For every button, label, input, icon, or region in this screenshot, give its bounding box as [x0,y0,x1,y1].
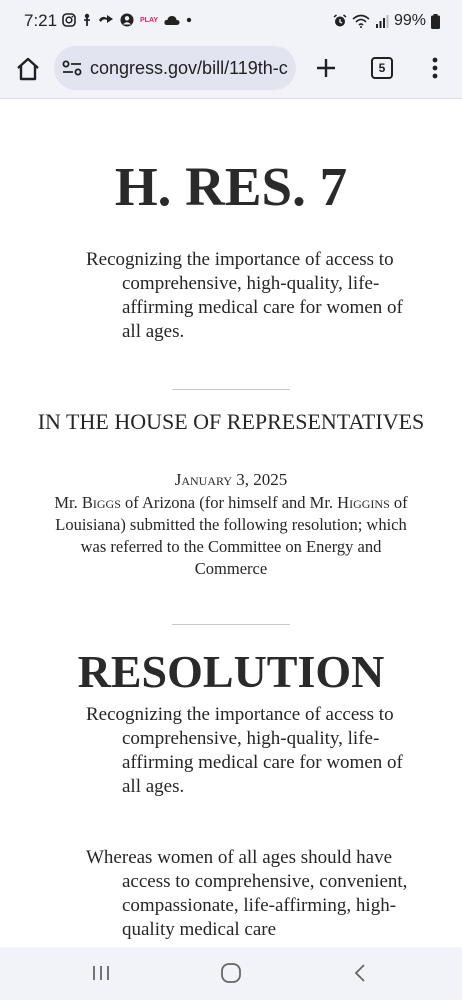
system-icons [333,12,440,30]
address-bar[interactable] [54,46,296,90]
account-icon [120,13,134,27]
instagram-icon [62,13,76,27]
divider [172,624,290,625]
battery-percent: 99% [393,12,426,29]
system-nav-bar [0,947,462,1000]
action-mid: of Arizona (for himself and Mr. [120,493,338,512]
cloud-icon [164,14,180,26]
wifi-icon [352,14,370,28]
notification-icons [62,13,192,27]
battery-icon [431,14,440,29]
cosponsor-name: Higgins [337,493,390,512]
fan-icon [82,13,92,27]
recent-apps-icon[interactable] [88,961,114,985]
resolution-heading: RESOLUTION [77,646,385,697]
bill-number: H. RES. 7 [114,156,348,217]
dot-icon [186,17,192,23]
browser-toolbar [0,42,462,99]
play-badge-label: PLAY [140,16,159,24]
home-icon[interactable] [14,55,42,83]
tab-switcher-button[interactable]: 5 [371,57,393,79]
house-title: IN THE HOUSE OF REPRESENTATIVES [37,409,425,434]
site-settings-icon[interactable] [62,60,82,76]
home-circle-icon[interactable] [218,961,244,985]
bill-summary: Recognizing the importance of access to comprehensive, high-quality, life-affirming medical care for women of all ages. [86,249,403,342]
status-time: 7:21 [24,11,58,30]
url-text[interactable]: congress.gov/bill/119th-c [90,58,288,78]
plus-icon[interactable] [312,54,340,82]
action-text [50,492,412,580]
more-vert-icon[interactable] [426,54,444,82]
play-icon [140,17,158,24]
action-rest: of Louisiana) submitted the following resolution; which was referred to the Committee on Energy and Commerce [55,493,408,578]
signal-icon [375,14,389,28]
resolution-summary: Recognizing the importance of access to comprehensive, high-quality, life-affirming medical care for women of all ages. [86,704,403,797]
status-bar [0,0,462,42]
whereas-clause: Whereas women of all ages should have access to comprehensive, convenient, compassionate, life-affirming, high-quality medical care [86,847,408,940]
action-prefix: Mr. [54,493,82,512]
sponsor-name: Biggs [81,493,121,512]
bill-document [0,99,462,947]
divider [172,389,290,390]
introduced-date: January 3, 2025 [174,470,288,489]
back-icon[interactable] [348,961,374,985]
directions-icon [98,14,114,26]
alarm-icon [333,14,347,28]
